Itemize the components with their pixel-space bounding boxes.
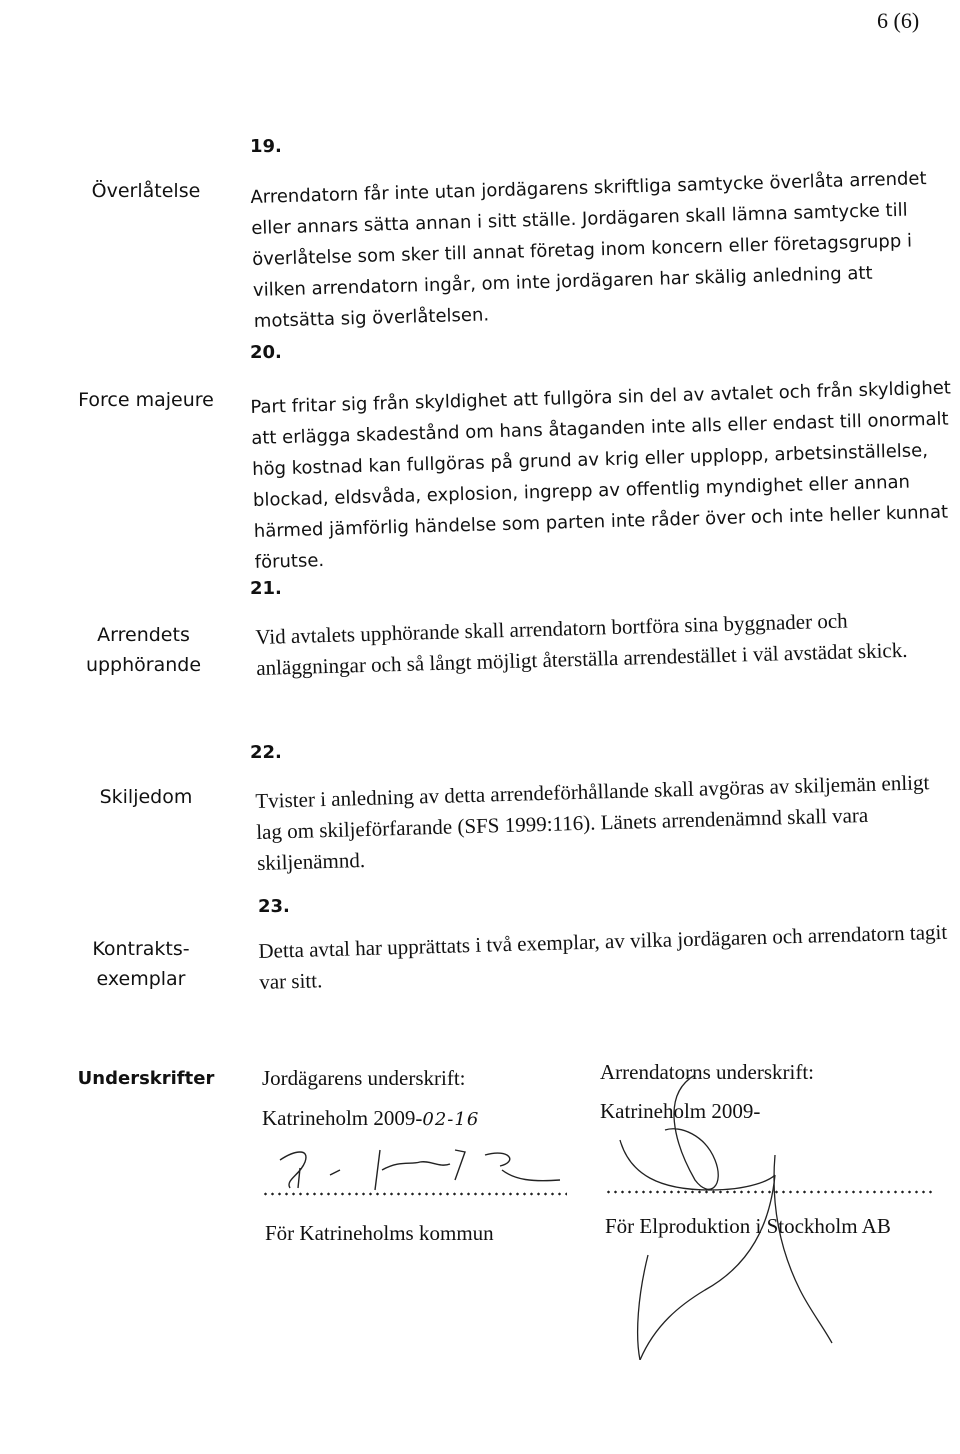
section-20-number: 20. (250, 342, 282, 363)
tenant-signature-line (605, 1190, 935, 1194)
landowner-handwritten-date: 02-16 (422, 1109, 480, 1130)
section-23-label: Kontrakts-exemplar (92, 938, 190, 990)
tenant-signer: För Elproduktion i Stockholm AB (605, 1214, 891, 1238)
landowner-signature (270, 1140, 570, 1200)
landowner-place-date (262, 1106, 479, 1131)
section-22-number: 22. (250, 742, 282, 763)
landowner-place-date-printed: Katrineholm 2009- (262, 1106, 423, 1130)
section-21-number: 21. (250, 578, 282, 599)
page-number: 6 (6) (877, 8, 920, 33)
landowner-signature-heading: Jordägarens underskrift: (262, 1066, 466, 1090)
section-20-label: Force majeure (78, 389, 214, 411)
section-23-text: Detta avtal har upprättats i två exemplar, av vilka jordägaren och arrendatorn tagit var sitt. (258, 919, 948, 994)
signatures-title: Underskrifter (77, 1068, 215, 1089)
tenant-place-date: Katrineholm 2009- (600, 1099, 761, 1123)
section-22-label: Skiljedom (99, 786, 193, 808)
section-21-label: Arrendets upphörande (85, 624, 202, 676)
tenant-signature-heading: Arrendatorns underskrift: (600, 1060, 815, 1084)
section-21-text: Vid avtalets upphörande skall arrendatorn bortföra sina byggnader och anläggningar och så långt möjligt återställa arrendestället i väl avstädat skick. (255, 608, 908, 680)
section-20-text: Part fritar sig från skyldighet att fullgöra sin del av avtalet och från skyldighet att erlägga skadestånd om hans åtaganden inte alls eller endast till onormalt hög kostnad kan fullgöras på grund av krig eller upplopp, arbetsinställelse, blockad, eldsvåda, explosion, ingrepp av offentlig myndighet eller annan härmed jämförlig händelse som parten inte råder över och inte heller kunnat förutse. (250, 377, 952, 573)
section-19-number: 19. (250, 136, 282, 157)
landowner-signer: För Katrineholms kommun (265, 1221, 494, 1245)
section-19-text: Arrendatorn får inte utan jordägarens skriftliga samtycke överlåta arrendet eller annars sätta annan i sitt ställe. Jordägaren skall lämna samtycke till överlåtelse som sker till annat företag inom koncern eller företagsgrupp i vilken arrendatorn ingår, om inte jordägaren har skälig anledning att motsätta sig överlåtelsen. (250, 168, 927, 332)
landowner-signature-line (262, 1192, 567, 1196)
section-22-text: Tvister i anledning av detta arrendeförhållande skall avgöras av skiljemän enligt lag om skiljeförfarande (SFS 1999:116). Länets arrendenämnd skall vara skiljenämnd. (255, 770, 930, 875)
section-23-number: 23. (258, 896, 290, 917)
section-19-label: Överlåtelse (91, 180, 201, 202)
